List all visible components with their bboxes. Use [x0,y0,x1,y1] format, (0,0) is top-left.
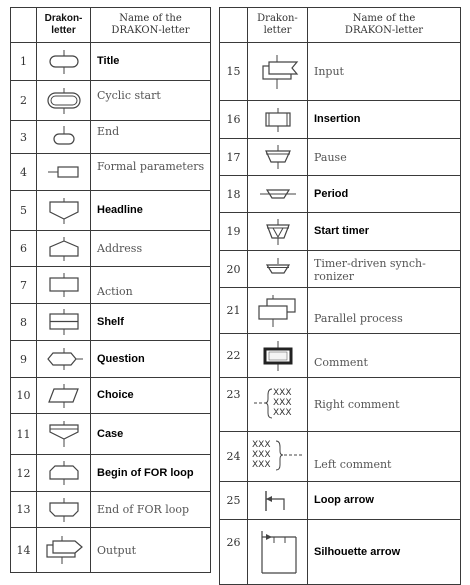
table-row [11,267,211,304]
row-name: Cyclic start [91,81,211,121]
start-timer-icon [258,219,298,245]
row-name: Loop arrow [308,482,461,520]
row-number: 7 [11,267,37,304]
number-header [220,8,248,43]
row-name: Insertion [308,101,461,139]
table-row [220,176,461,213]
row-name: Timer-driven synch- ronizer [308,251,461,288]
letter-header: Drakon- letter [248,8,308,43]
case-icon [44,421,84,447]
row-number: 16 [220,101,248,139]
row-number: 9 [11,341,37,378]
row-name: Case [91,414,211,455]
table-row [220,482,461,520]
row-name: Begin of FOR loop [91,455,211,492]
table-row [11,231,211,267]
row-number: 17 [220,139,248,176]
row-number: 1 [11,43,37,81]
choice-icon [44,384,84,408]
row-number: 20 [220,251,248,288]
row-name: Address [91,231,211,267]
table-row [11,43,211,81]
row-number: 26 [220,520,248,585]
row-number: 25 [220,482,248,520]
name-header: Name of the DRAKON-letter [91,8,211,43]
comment-text: XXX [251,449,270,460]
shelf-icon [44,309,84,335]
name-header: Name of the DRAKON-letter [308,8,461,43]
row-name: Input [308,43,461,101]
row-number: 13 [11,492,37,528]
begin-for-loop-icon [44,461,84,485]
address-icon [44,237,84,261]
row-name: Silhouette arrow [308,520,461,585]
silhouette-arrow-icon [252,527,304,577]
row-name: Comment [308,334,461,378]
table-row [11,191,211,231]
row-name: Period [308,176,461,213]
table-row [220,334,461,378]
table-row [11,378,211,414]
right-table [219,7,461,585]
row-number: 22 [220,334,248,378]
row-number: 21 [220,288,248,334]
pause-icon [258,145,298,169]
question-icon [44,348,84,370]
table-row [11,455,211,492]
action-icon [44,273,84,297]
row-name: Pause [308,139,461,176]
cyclic-start-icon [44,88,84,114]
row-name: Headline [91,191,211,231]
table-row [220,101,461,139]
end-icon [44,126,84,148]
headline-icon [44,198,84,224]
left-comment-icon [250,437,306,477]
output-icon [42,536,86,564]
row-number: 6 [11,231,37,267]
table-row [11,528,211,573]
left-table [10,7,211,573]
period-icon [258,183,298,205]
row-number: 14 [11,528,37,573]
comment-text: XXX [251,459,270,470]
row-number: 2 [11,81,37,121]
row-name: Formal parameters [91,154,211,191]
letter-header: Drakon- letter [37,8,91,43]
row-name: End of FOR loop [91,492,211,528]
row-name: Title [91,43,211,81]
table-row [11,341,211,378]
table-header-row [11,8,211,43]
row-number: 4 [11,154,37,191]
formal-parameters-icon [44,162,84,182]
table-row [11,121,211,154]
table-row [220,43,461,101]
table-row [220,378,461,432]
table-row [11,304,211,341]
table-row [11,81,211,121]
comment-text: XXX [251,439,270,450]
comment-text: XXX [272,407,291,418]
end-for-loop-icon [44,498,84,522]
table-row [11,492,211,528]
table-row [220,288,461,334]
loop-arrow-icon [256,488,300,514]
table-row [220,213,461,251]
row-name: Parallel process [308,288,461,334]
insertion-icon [258,108,298,132]
row-name: Right comment [308,378,461,432]
row-number: 23 [220,378,248,432]
title-icon [44,50,84,74]
timer-driven-synchronizer-icon [258,258,298,280]
comment-icon [258,341,298,371]
input-icon [253,55,303,89]
row-number: 5 [11,191,37,231]
table-row [220,432,461,482]
row-number: 18 [220,176,248,213]
parallel-process-icon [253,295,303,327]
row-name: Action [91,267,211,304]
row-number: 19 [220,213,248,251]
row-name: Output [91,528,211,573]
row-number: 3 [11,121,37,154]
comment-text: XXX [272,387,291,398]
row-name: Question [91,341,211,378]
row-number: 24 [220,432,248,482]
row-name: Start timer [308,213,461,251]
row-number: 8 [11,304,37,341]
row-number: 15 [220,43,248,101]
row-number: 11 [11,414,37,455]
table-row [220,139,461,176]
row-name: Left comment [308,432,461,482]
right-comment-icon [250,385,306,425]
number-header [11,8,37,43]
table-row [11,154,211,191]
comment-text: XXX [272,397,291,408]
table-header-row [220,8,461,43]
row-name: End [91,121,211,154]
row-number: 10 [11,378,37,414]
table-row [11,414,211,455]
row-number: 12 [11,455,37,492]
row-name: Choice [91,378,211,414]
table-row [220,251,461,288]
row-name: Shelf [91,304,211,341]
